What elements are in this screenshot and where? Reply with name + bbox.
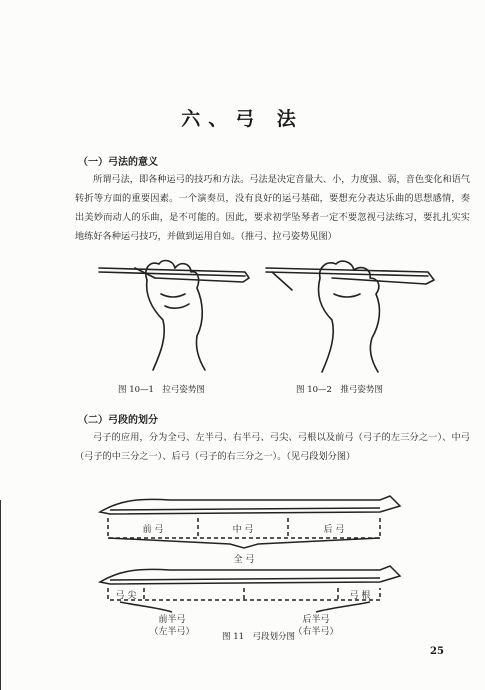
pull-bow-illustration — [95, 248, 255, 373]
push-bow-illustration — [262, 250, 437, 375]
page-title: 六、弓 法 — [181, 108, 304, 130]
figure-10-1-caption: 图 10—1 拉弓姿势图 — [118, 385, 205, 395]
label-right-half: （右半弓） — [293, 627, 339, 637]
label-bow-tip: 弓 尖 — [115, 591, 137, 601]
page-number: 25 — [430, 646, 444, 657]
label-front-bow: 前 弓 — [142, 525, 164, 535]
paragraph-text: 弓子的应用，分为全弓、左半弓、右半弓、弓尖、弓根以及前弓（弓子的左三分之一）、中弓（弓子的中三分之一）、后弓（弓子的右三分之一）。（见弓段划分图） — [75, 432, 470, 462]
label-full-bow: 全 弓 — [233, 555, 255, 565]
figure-11-caption: 图 11 弓段划分图 — [222, 632, 296, 642]
label-back-bow: 后 弓 — [323, 525, 345, 535]
section-paragraph-meaning — [75, 170, 470, 246]
label-front-half: 前半弓 — [158, 615, 186, 625]
bow-division-diagram — [80, 488, 440, 648]
label-middle-bow: 中 弓 — [232, 525, 254, 535]
section-paragraph-division — [75, 428, 470, 466]
paragraph-text: 所谓弓法，即各种运弓的技巧和方法。弓法是决定音量大、小，力度强、弱，音色变化和语气转折等方面的重要因素。一个演奏员，没有良好的运弓基础，要想充分表达乐曲的思想感情，奏出美妙而动人的乐曲，是不可能的。因此，要求初学坠琴者一定不要忽视弓法练习，要扎扎实实地练好各种运弓技巧，并做到运用自如。（推弓、拉弓姿势见图） — [75, 174, 470, 242]
section-heading-division: （二）弓段的划分 — [78, 415, 158, 426]
figure-10-2-caption: 图 10—2 推弓姿势图 — [296, 385, 383, 395]
label-left-half: （左半弓） — [149, 627, 195, 637]
section-heading-meaning: （一）弓法的意义 — [78, 157, 158, 168]
label-back-half: 后半弓 — [302, 615, 330, 625]
label-bow-frog: 弓 根 — [349, 591, 371, 601]
scan-edge-line — [0, 500, 1, 690]
